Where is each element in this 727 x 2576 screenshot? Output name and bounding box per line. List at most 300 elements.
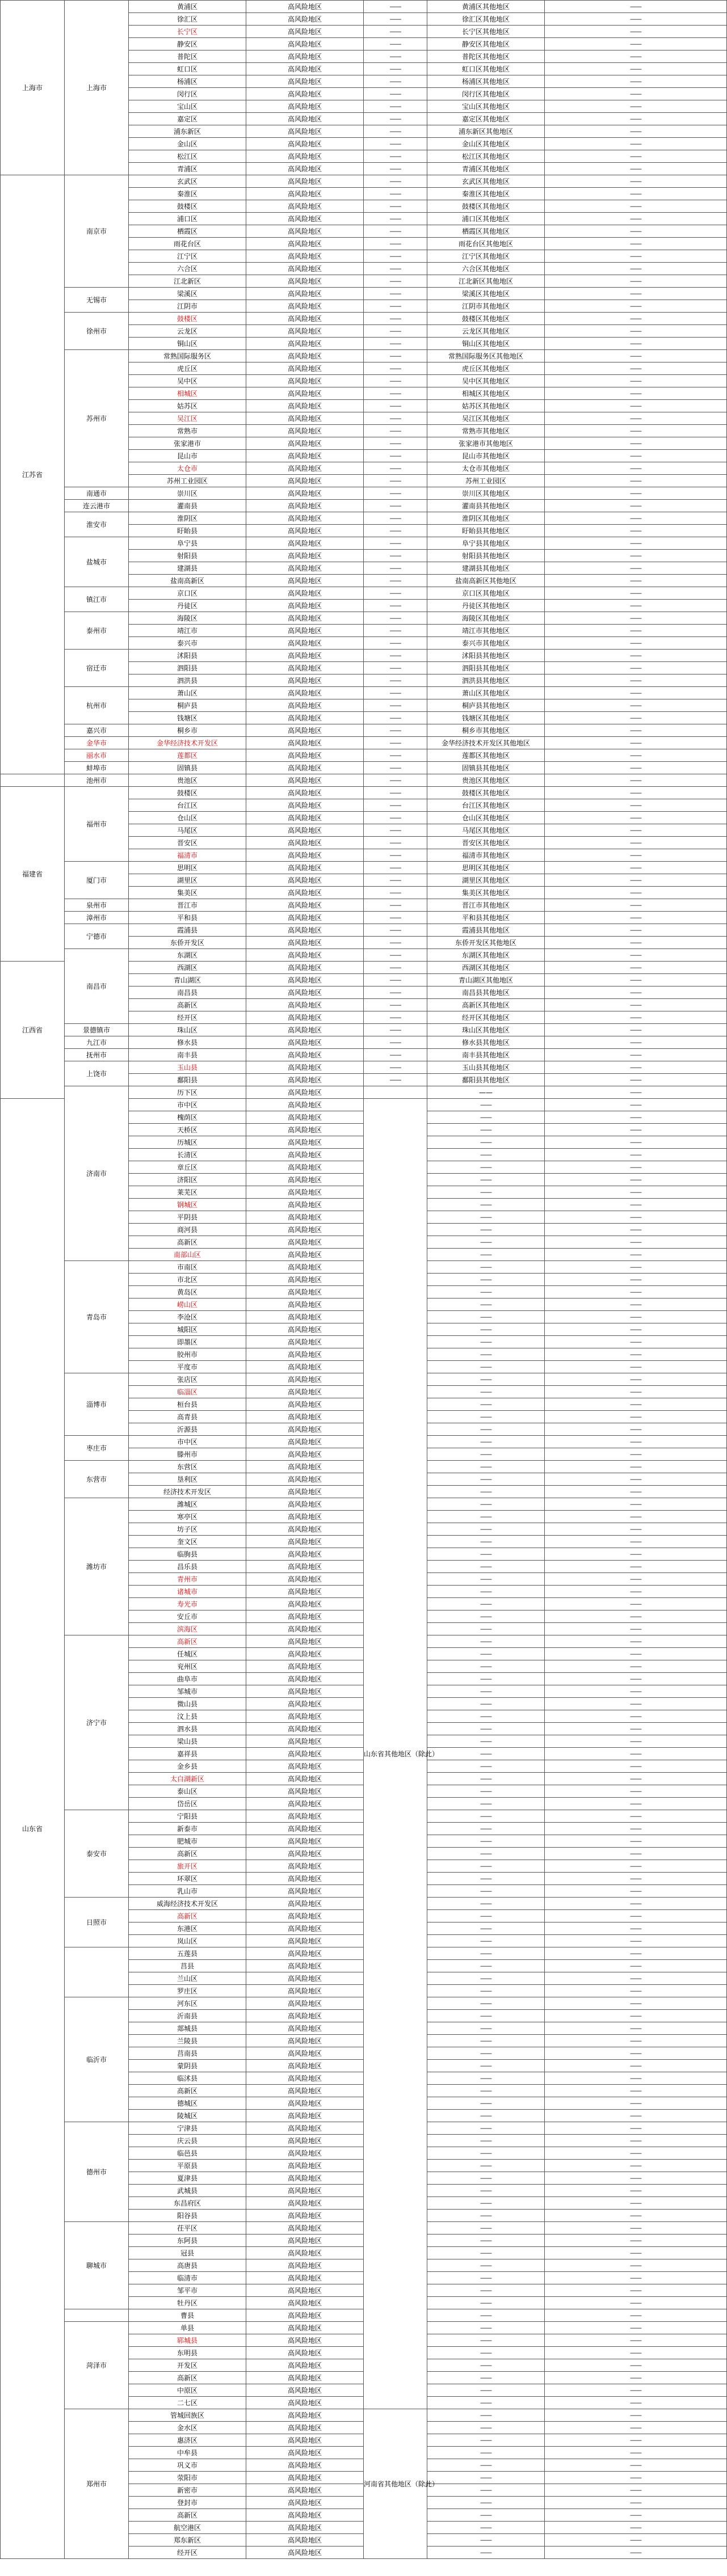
remark-cell: —— [545, 375, 727, 387]
table-row [1, 1, 727, 13]
risk-level-cell: 高风险地区 [246, 674, 364, 687]
risk-level-cell: 高风险地区 [246, 13, 364, 26]
risk-level-cell: 高风险地区 [246, 375, 364, 387]
risk-level-cell: 高风险地区 [246, 1323, 364, 1336]
city-cell: 连云港市 [65, 500, 129, 512]
other-area-province-cell: —— [364, 75, 427, 88]
city-cell [65, 2309, 129, 2322]
risk-level-cell: 高风险地区 [246, 500, 364, 512]
other-area-province-cell: —— [364, 512, 427, 525]
remark-cell: —— [545, 200, 727, 213]
remark-cell: —— [545, 1823, 727, 1835]
district-cell: 庆云县 [129, 2135, 246, 2147]
other-area-district-cell: —— [427, 1735, 545, 1748]
other-area-province-cell: —— [364, 699, 427, 712]
district-cell: 平阴县 [129, 1211, 246, 1224]
remark-cell: —— [545, 1161, 727, 1174]
province-cell: 上海市 [1, 1, 65, 175]
risk-level-cell: 高风险地区 [246, 637, 364, 650]
remark-cell: —— [545, 1798, 727, 1810]
other-area-district-cell: —— [427, 1386, 545, 1398]
district-cell: 苏州工业园区 [129, 475, 246, 487]
other-area-province-cell: —— [364, 949, 427, 962]
other-area-district-cell: —— [427, 1685, 545, 1698]
other-area-district-cell: —— [427, 1885, 545, 1898]
remark-cell: —— [545, 238, 727, 250]
risk-level-cell: 高风险地区 [246, 2347, 364, 2359]
remark-cell: —— [545, 1061, 727, 1074]
district-cell: 寿光市 [129, 1598, 246, 1610]
other-area-district-cell: 浦口区其他地区 [427, 213, 545, 225]
remark-cell: —— [545, 799, 727, 812]
remark-cell: —— [545, 837, 727, 849]
remark-cell: —— [545, 2160, 727, 2172]
district-cell: 二七区 [129, 2397, 246, 2409]
other-area-district-cell: 霞浦县其他地区 [427, 924, 545, 937]
table-row [1, 1061, 727, 1074]
remark-cell: —— [545, 612, 727, 625]
risk-level-cell: 高风险地区 [246, 362, 364, 375]
risk-level-cell: 高风险地区 [246, 2359, 364, 2372]
other-area-district-cell: —— [427, 2384, 545, 2397]
remark-cell: —— [545, 2122, 727, 2135]
risk-level-cell: 高风险地区 [246, 612, 364, 625]
city-cell: 抚州市 [65, 1049, 129, 1061]
other-area-district-cell: —— [427, 2534, 545, 2547]
risk-level-cell: 高风险地区 [246, 2072, 364, 2085]
remark-cell: —— [545, 1199, 727, 1211]
risk-level-cell: 高风险地区 [246, 1036, 364, 1049]
district-cell: 福清市 [129, 849, 246, 862]
district-cell: 高新区 [129, 1910, 246, 1922]
other-area-district-cell: —— [427, 1635, 545, 1648]
other-area-district-cell: 金华经济技术开发区其他地区 [427, 737, 545, 749]
risk-level-cell: 高风险地区 [246, 650, 364, 662]
remark-cell: —— [545, 325, 727, 338]
risk-level-cell: 高风险地区 [246, 213, 364, 225]
other-area-district-cell: 青山湖区其他地区 [427, 974, 545, 986]
risk-level-cell: 高风险地区 [246, 1848, 364, 1860]
district-cell: 经开区 [129, 2547, 246, 2559]
other-area-province-cell: —— [364, 250, 427, 263]
district-cell: 盐南高新区 [129, 575, 246, 587]
other-area-district-cell: 姑苏区其他地区 [427, 400, 545, 412]
other-area-district-cell: —— [427, 2259, 545, 2272]
district-cell: 高新区 [129, 2509, 246, 2522]
risk-area-table-body [1, 1, 727, 2559]
table-row [1, 737, 727, 749]
district-cell: 阳谷县 [129, 2210, 246, 2222]
risk-level-cell: 高风险地区 [246, 762, 364, 774]
risk-level-cell: 高风险地区 [246, 313, 364, 325]
risk-level-cell: 高风险地区 [246, 1972, 364, 1985]
other-area-province-cell: —— [364, 138, 427, 150]
remark-cell: —— [545, 2397, 727, 2409]
other-area-district-cell: 晋安区其他地区 [427, 837, 545, 849]
remark-cell: —— [545, 2222, 727, 2234]
risk-level-cell: 高风险地区 [246, 275, 364, 288]
remark-cell: —— [545, 2022, 727, 2035]
other-area-district-cell: 江宁区其他地区 [427, 250, 545, 263]
remark-cell: —— [545, 1885, 727, 1898]
district-cell: 静安区 [129, 38, 246, 50]
remark-cell: —— [545, 2284, 727, 2297]
remark-cell: —— [545, 1074, 727, 1086]
risk-level-cell: 高风险地区 [246, 812, 364, 824]
risk-level-cell: 高风险地区 [246, 2334, 364, 2347]
remark-cell: —— [545, 1149, 727, 1161]
district-cell: 集美区 [129, 887, 246, 899]
other-area-province-cell: —— [364, 749, 427, 762]
remark-cell: —— [545, 2309, 727, 2322]
risk-level-cell: 高风险地区 [246, 1461, 364, 1473]
district-cell: 垦利区 [129, 1473, 246, 1486]
risk-level-cell: 高风险地区 [246, 1785, 364, 1798]
other-area-district-cell: —— [427, 2060, 545, 2072]
other-area-district-cell: —— [427, 1423, 545, 1436]
district-cell: 东昌府区 [129, 2197, 246, 2210]
remark-cell: —— [545, 2509, 727, 2522]
remark-cell: —— [545, 2384, 727, 2397]
district-cell: 兰陵县 [129, 2035, 246, 2047]
other-area-province-cell: —— [364, 425, 427, 437]
district-cell: 郯城县 [129, 2022, 246, 2035]
other-area-province-cell: —— [364, 1049, 427, 1061]
remark-cell: —— [545, 762, 727, 774]
risk-level-cell: 高风险地区 [246, 63, 364, 75]
risk-level-cell: 高风险地区 [246, 537, 364, 550]
other-area-district-cell: 靖江市其他地区 [427, 625, 545, 637]
district-cell: 邹平市 [129, 2284, 246, 2297]
other-area-district-cell: —— [427, 2072, 545, 2085]
district-cell: 常熟国际服务区 [129, 350, 246, 362]
other-area-district-cell: —— [427, 1997, 545, 2010]
other-area-district-cell: —— [427, 1436, 545, 1448]
city-cell: 无锡市 [65, 288, 129, 313]
other-area-district-cell: —— [427, 1935, 545, 1947]
other-area-province-cell: —— [364, 500, 427, 512]
risk-level-cell: 高风险地区 [246, 1635, 364, 1648]
remark-cell: —— [545, 949, 727, 962]
remark-cell: —— [545, 1348, 727, 1361]
risk-level-cell: 高风险地区 [246, 1997, 364, 2010]
other-area-district-cell: —— [427, 1536, 545, 1548]
remark-cell: —— [545, 1323, 727, 1336]
other-area-district-cell: 贵池区其他地区 [427, 774, 545, 787]
table-row [1, 650, 727, 662]
district-cell: 管城回族区 [129, 2409, 246, 2422]
district-cell: 松江区 [129, 150, 246, 163]
other-area-district-cell: —— [427, 1985, 545, 1997]
other-area-province-cell: —— [364, 1, 427, 13]
district-cell: 莲都区 [129, 749, 246, 762]
district-cell: 吴江区 [129, 412, 246, 425]
other-area-district-cell: 鼓楼区其他地区 [427, 313, 545, 325]
district-cell: 江北新区 [129, 275, 246, 288]
other-area-province-cell: —— [364, 50, 427, 63]
risk-level-cell: 高风险地区 [246, 712, 364, 724]
other-area-district-cell: —— [427, 1898, 545, 1910]
district-cell: 浦东新区 [129, 125, 246, 138]
other-area-district-cell: 建湖县其他地区 [427, 562, 545, 575]
other-area-province-cell: —— [364, 325, 427, 338]
risk-level-cell: 高风险地区 [246, 1823, 364, 1835]
other-area-district-cell: —— [427, 1972, 545, 1985]
remark-cell: —— [545, 1710, 727, 1723]
other-area-district-cell: —— [427, 1673, 545, 1685]
other-area-district-cell: —— [427, 1274, 545, 1286]
other-area-province-cell: —— [364, 113, 427, 125]
district-cell: 经济技术开发区 [129, 1486, 246, 1498]
other-area-district-cell: —— [427, 1186, 545, 1199]
district-cell: 姑苏区 [129, 400, 246, 412]
other-area-district-cell: —— [427, 2422, 545, 2434]
remark-cell: —— [545, 1660, 727, 1673]
remark-cell: —— [545, 1386, 727, 1398]
risk-level-cell: 高风险地区 [246, 1348, 364, 1361]
other-area-district-cell: —— [427, 1099, 545, 1111]
risk-level-cell: 高风险地区 [246, 1161, 364, 1174]
table-row [1, 912, 727, 924]
district-cell: 崂山区 [129, 1298, 246, 1311]
risk-level-cell: 高风险地区 [246, 175, 364, 188]
other-area-district-cell: 杨浦区其他地区 [427, 75, 545, 88]
risk-level-cell: 高风险地区 [246, 2060, 364, 2072]
city-cell: 淄博市 [65, 1373, 129, 1436]
district-cell: 莱芜区 [129, 1186, 246, 1199]
city-cell: 泰安市 [65, 1810, 129, 1898]
other-area-district-cell: 湖里区其他地区 [427, 874, 545, 887]
risk-level-cell: 高风险地区 [246, 2272, 364, 2284]
risk-level-cell: 高风险地区 [246, 2297, 364, 2309]
district-cell: 晋安区 [129, 837, 246, 849]
risk-level-cell: 高风险地区 [246, 1224, 364, 1236]
district-cell: 东港区 [129, 1922, 246, 1935]
other-area-district-cell: —— [427, 1947, 545, 1960]
other-area-district-cell: —— [427, 1199, 545, 1211]
remark-cell: —— [545, 1111, 727, 1124]
other-area-district-cell: —— [427, 1498, 545, 1511]
risk-level-cell: 高风险地区 [246, 937, 364, 949]
remark-cell: —— [545, 1274, 727, 1286]
risk-level-cell: 高风险地区 [246, 38, 364, 50]
other-area-district-cell: —— [427, 2247, 545, 2259]
risk-level-cell: 高风险地区 [246, 575, 364, 587]
risk-level-cell: 高风险地区 [246, 2422, 364, 2434]
remark-cell: —— [545, 2522, 727, 2534]
city-cell: 苏州市 [65, 350, 129, 487]
remark-cell: —— [545, 1685, 727, 1698]
other-area-district-cell: 雨花台区其他地区 [427, 238, 545, 250]
other-area-district-cell: 昆山市其他地区 [427, 450, 545, 462]
other-area-district-cell: 秦淮区其他地区 [427, 188, 545, 200]
other-area-district-cell: 泗洪县其他地区 [427, 674, 545, 687]
other-area-district-cell: 修水县其他地区 [427, 1036, 545, 1049]
remark-cell: —— [545, 1473, 727, 1486]
other-area-district-cell: 沭阳县其他地区 [427, 650, 545, 662]
risk-level-cell: 高风险地区 [246, 1099, 364, 1111]
risk-level-cell: 高风险地区 [246, 150, 364, 163]
remark-cell: —— [545, 625, 727, 637]
district-cell: 诸城市 [129, 1586, 246, 1598]
city-cell: 杭州市 [65, 687, 129, 724]
district-cell: 德城区 [129, 2097, 246, 2110]
risk-level-cell: 高风险地区 [246, 75, 364, 88]
remark-cell: —— [545, 1910, 727, 1922]
district-cell: 五莲县 [129, 1947, 246, 1960]
risk-level-cell: 高风险地区 [246, 974, 364, 986]
remark-cell: —— [545, 699, 727, 712]
risk-level-cell: 高风险地区 [246, 138, 364, 150]
city-cell: 嘉兴市 [65, 724, 129, 737]
remark-cell: —— [545, 2272, 727, 2284]
district-cell: 台江区 [129, 799, 246, 812]
district-cell: 临清市 [129, 2272, 246, 2284]
other-area-province-cell: —— [364, 787, 427, 799]
risk-level-cell: 高风险地区 [246, 2472, 364, 2484]
risk-level-cell: 高风险地区 [246, 437, 364, 450]
district-cell: 乳山市 [129, 1885, 246, 1898]
other-area-district-cell: —— [427, 2359, 545, 2372]
other-area-district-cell: 青浦区其他地区 [427, 163, 545, 175]
other-area-province-cell: —— [364, 1011, 427, 1024]
risk-level-cell: 高风险地区 [246, 2247, 364, 2259]
risk-level-cell: 高风险地区 [246, 1398, 364, 1411]
other-area-province-cell: —— [364, 300, 427, 313]
district-cell: 即墨区 [129, 1336, 246, 1348]
other-area-district-cell: —— [427, 1411, 545, 1423]
other-area-district-cell: 仓山区其他地区 [427, 812, 545, 824]
risk-level-cell: 高风险地区 [246, 1873, 364, 1885]
other-area-province-cell [364, 1086, 427, 1099]
remark-cell: —— [545, 263, 727, 275]
remark-cell: —— [545, 1985, 727, 1997]
risk-level-cell: 高风险地区 [246, 412, 364, 425]
district-cell: 济阳区 [129, 1174, 246, 1186]
city-cell: 上海市 [65, 1, 129, 175]
other-area-province-cell: —— [364, 625, 427, 637]
other-area-district-cell: 苏州工业园区 [427, 475, 545, 487]
other-area-province-cell: —— [364, 824, 427, 837]
district-cell: 惠济区 [129, 2434, 246, 2447]
other-area-district-cell: —— [427, 1648, 545, 1660]
district-cell: 微山县 [129, 1698, 246, 1710]
risk-level-cell: 高风险地区 [246, 550, 364, 562]
district-cell: 岚山区 [129, 1935, 246, 1947]
city-cell: 济宁市 [65, 1635, 129, 1810]
remark-cell: —— [545, 225, 727, 238]
district-cell: 普陀区 [129, 50, 246, 63]
remark-cell: —— [545, 2322, 727, 2334]
risk-level-cell: 高风险地区 [246, 562, 364, 575]
other-area-province-cell: 河南省其他地区（除此） [364, 2409, 427, 2559]
other-area-district-cell: —— [427, 1573, 545, 1586]
district-cell: 淮阴区 [129, 512, 246, 525]
remark-cell: —— [545, 2234, 727, 2247]
remark-cell: —— [545, 213, 727, 225]
district-cell: 河东区 [129, 1997, 246, 2010]
remark-cell: —— [545, 2534, 727, 2547]
other-area-district-cell: —— [427, 2484, 545, 2497]
other-area-district-cell: —— [427, 1823, 545, 1835]
remark-cell: —— [545, 175, 727, 188]
remark-cell: —— [545, 1124, 727, 1136]
remark-cell: —— [545, 724, 727, 737]
other-area-district-cell: 南昌县其他地区 [427, 986, 545, 999]
district-cell: 荥阳市 [129, 2472, 246, 2484]
district-cell: 梁山县 [129, 1735, 246, 1748]
risk-level-cell: 高风险地区 [246, 512, 364, 525]
district-cell: 临朐县 [129, 1548, 246, 1561]
other-area-province-cell: —— [364, 1074, 427, 1086]
district-cell: 东阿县 [129, 2234, 246, 2247]
remark-cell: —— [545, 1086, 727, 1099]
risk-level-cell: 高风险地区 [246, 2384, 364, 2397]
remark-cell: —— [545, 999, 727, 1011]
other-area-province-cell: —— [364, 712, 427, 724]
other-area-province-cell: —— [364, 125, 427, 138]
other-area-district-cell: 吴江区其他地区 [427, 412, 545, 425]
risk-level-cell: 高风险地区 [246, 1361, 364, 1373]
other-area-district-cell: 浦东新区其他地区 [427, 125, 545, 138]
remark-cell: —— [545, 862, 727, 874]
other-area-district-cell: 鼓楼区其他地区 [427, 200, 545, 213]
district-cell: 西湖区 [129, 962, 246, 974]
district-cell: 中牟县 [129, 2447, 246, 2459]
risk-level-cell: 高风险地区 [246, 50, 364, 63]
other-area-district-cell: 虹口区其他地区 [427, 63, 545, 75]
district-cell: 昌乐县 [129, 1561, 246, 1573]
other-area-district-cell: 常熟国际服务区其他地区 [427, 350, 545, 362]
risk-level-cell: 高风险地区 [246, 874, 364, 887]
other-area-district-cell: 丹徒区其他地区 [427, 600, 545, 612]
other-area-district-cell: 鄱阳县其他地区 [427, 1074, 545, 1086]
table-row [1, 949, 727, 962]
remark-cell: —— [545, 537, 727, 550]
city-cell: 宿迁市 [65, 650, 129, 687]
risk-level-cell: 高风险地区 [246, 899, 364, 912]
other-area-district-cell: —— [427, 2272, 545, 2284]
remark-cell: —— [545, 2459, 727, 2472]
other-area-district-cell: —— [427, 1698, 545, 1710]
other-area-district-cell: 徐汇区其他地区 [427, 13, 545, 26]
other-area-district-cell: 梁溪区其他地区 [427, 288, 545, 300]
other-area-district-cell: 平和县其他地区 [427, 912, 545, 924]
district-cell: 泗洪县 [129, 674, 246, 687]
other-area-district-cell: —— [427, 1298, 545, 1311]
district-cell: 沂南县 [129, 2010, 246, 2022]
other-area-district-cell: 海陵区其他地区 [427, 612, 545, 625]
risk-level-cell: 高风险地区 [246, 1922, 364, 1935]
other-area-province-cell: —— [364, 238, 427, 250]
remark-cell: —— [545, 2434, 727, 2447]
risk-level-cell: 高风险地区 [246, 2497, 364, 2509]
remark-cell: —— [545, 275, 727, 288]
district-cell: 相城区 [129, 387, 246, 400]
other-area-province-cell: —— [364, 26, 427, 38]
city-cell [65, 1947, 129, 1997]
risk-level-cell: 高风险地区 [246, 450, 364, 462]
other-area-district-cell: 珠山区其他地区 [427, 1024, 545, 1036]
remark-cell: —— [545, 1785, 727, 1798]
other-area-province-cell: —— [364, 263, 427, 275]
district-cell: 天桥区 [129, 1124, 246, 1136]
other-area-district-cell: —— [427, 1323, 545, 1336]
remark-cell: —— [545, 1935, 727, 1947]
district-cell: 兰山区 [129, 1972, 246, 1985]
district-cell: 栖霞区 [129, 225, 246, 238]
district-cell: 岱岳区 [129, 1798, 246, 1810]
